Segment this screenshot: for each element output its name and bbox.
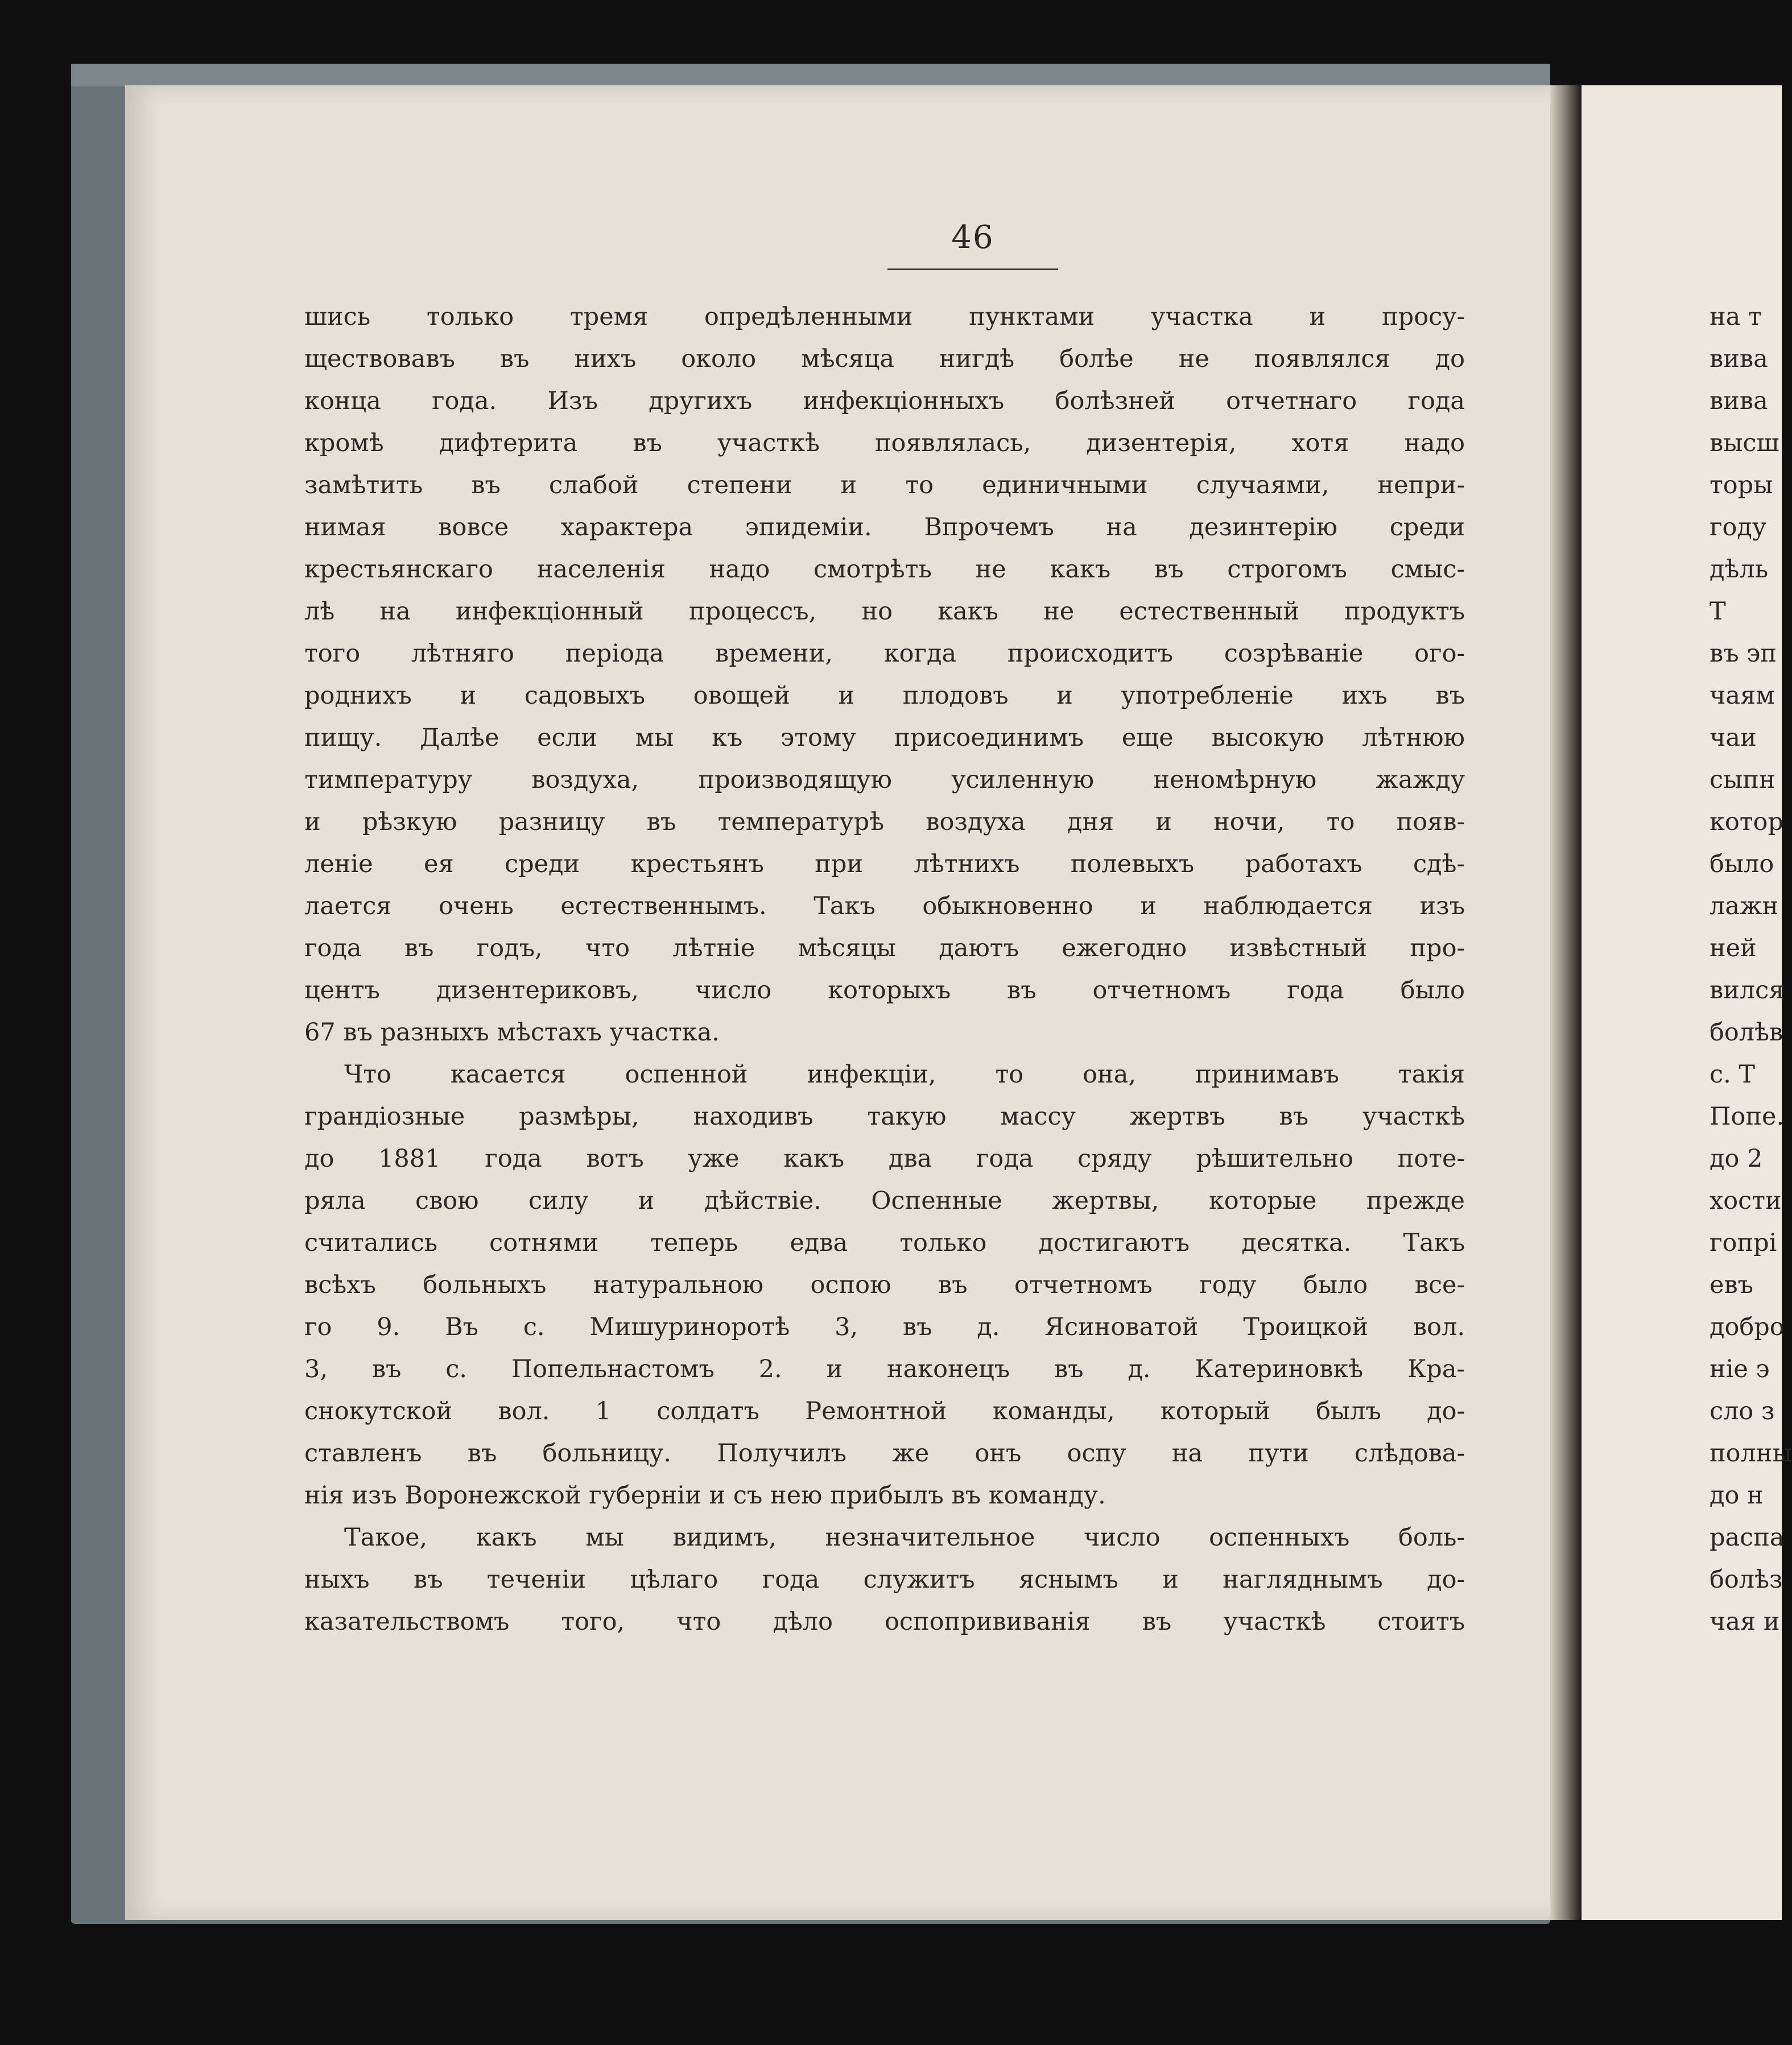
facing-page-line: с. Т <box>1710 1060 1756 1089</box>
facing-page-line: Т <box>1710 597 1726 626</box>
facing-page-line: сло з <box>1710 1397 1775 1426</box>
facing-page-line: ніе э <box>1710 1355 1770 1383</box>
facing-page-line: хости <box>1710 1187 1782 1215</box>
header-rule <box>887 268 1058 270</box>
text-line: конца года. Изъ другихъ инфекціонныхъ болѣзней отчетнаго года <box>304 387 1465 415</box>
facing-page-line: чаи <box>1710 724 1757 752</box>
facing-page-line: сыпн <box>1710 766 1776 794</box>
facing-page-line: лажн <box>1710 892 1779 920</box>
page-header <box>887 219 1058 270</box>
text-line: нія изъ Воронежской губерніи и съ нею прибылъ въ команду. <box>304 1481 1106 1510</box>
text-line: крестьянскаго населенія надо смотрѣть не какъ въ строгомъ смыс- <box>304 555 1465 584</box>
facing-page-line: дѣль <box>1710 555 1769 584</box>
facing-page-line: Попе. <box>1710 1102 1785 1131</box>
page-body-text <box>304 296 1465 1643</box>
facing-page-line: чаям <box>1710 681 1775 710</box>
text-line: 3, въ с. Попельнастомъ 2. и наконецъ въ д. Катериновкѣ Кра- <box>304 1355 1465 1383</box>
text-line: того лѣтняго періода времени, когда происходитъ созрѣваніе ого- <box>304 639 1465 668</box>
book-cover-edge <box>71 64 1550 86</box>
text-line: го 9. Въ с. Мишуриноротѣ 3, въ д. Ясиноватой Троицкой вол. <box>304 1313 1465 1341</box>
facing-page-line: въ эп <box>1710 639 1777 668</box>
text-line: казательствомъ того, что дѣло оспопрививанія въ участкѣ стоитъ <box>304 1608 1465 1636</box>
facing-page-line: торы <box>1710 471 1773 499</box>
text-line: и рѣзкую разницу въ температурѣ воздуха дня и ночи, то появ- <box>304 808 1465 836</box>
text-line: снокутской вол. 1 солдатъ Ремонтной команды, который былъ до- <box>304 1397 1465 1426</box>
text-line: центъ дизентериковъ, число которыхъ въ отчетномъ года было <box>304 976 1465 1005</box>
text-line: лается очень естественнымъ. Такъ обыкновенно и наблюдается изъ <box>304 892 1465 920</box>
facing-page-line: гопрі <box>1710 1229 1777 1257</box>
facing-page-line: было <box>1710 850 1774 878</box>
text-line: роднихъ и садовыхъ овощей и плодовъ и употребленіе ихъ въ <box>304 681 1465 710</box>
text-line: ществовавъ въ нихъ около мѣсяца нигдѣ болѣе не появлялся до <box>304 345 1465 373</box>
facing-page-line: ней <box>1710 934 1757 962</box>
facing-page-line: добро <box>1710 1313 1785 1341</box>
text-line: Такое, какъ мы видимъ, незначительное число оспенныхъ боль- <box>344 1523 1465 1552</box>
text-line: тимпературу воздуха, производящую усиленную неномѣрную жажду <box>304 766 1465 794</box>
text-line: Что касается оспенной инфекціи, то она, принимавъ такія <box>344 1060 1465 1089</box>
text-line: нимая вовсе характера эпидеміи. Впрочемъ на дезинтерію среди <box>304 513 1465 542</box>
text-line: года въ годъ, что лѣтніе мѣсяцы даютъ ежегодно извѣстный про- <box>304 934 1465 962</box>
text-line: леніе ея среди крестьянъ при лѣтнихъ полевыхъ работахъ сдѣ- <box>304 850 1465 878</box>
facing-page-line: евъ <box>1710 1271 1754 1299</box>
facing-page-line: на т <box>1710 303 1762 331</box>
text-line: кромѣ дифтерита въ участкѣ появлялась, дизентерія, хотя надо <box>304 429 1465 457</box>
facing-page-line: полны <box>1710 1439 1792 1468</box>
text-line: шись только тремя опредѣленными пунктами участка и просу- <box>304 303 1465 331</box>
page-number: 46 <box>951 219 994 256</box>
facing-page-line: вива <box>1710 345 1768 373</box>
facing-page-line: вился <box>1710 976 1785 1005</box>
facing-page-line: году <box>1710 513 1767 542</box>
text-line: до 1881 года вотъ уже какъ два года сряду рѣшительно поте- <box>304 1145 1465 1173</box>
facing-page-line: котор <box>1710 808 1783 836</box>
text-line: ныхъ въ теченіи цѣлаго года служитъ яснымъ и нагляднымъ до- <box>304 1565 1465 1594</box>
facing-page-line: болѣв <box>1710 1018 1783 1047</box>
text-line: считались сотнями теперь едва только достигаютъ десятка. Такъ <box>304 1229 1465 1257</box>
text-line: ставленъ въ больницу. Получилъ же онъ оспу на пути слѣдова- <box>304 1439 1465 1468</box>
text-line: замѣтить въ слабой степени и то единичными случаями, непри- <box>304 471 1465 499</box>
facing-page-line: высш <box>1710 429 1779 457</box>
text-line: всѣхъ больныхъ натуральною оспою въ отчетномъ году было все- <box>304 1271 1465 1299</box>
facing-page-line: до 2 <box>1710 1145 1763 1173</box>
text-line: лѣ на инфекціонный процессъ, но какъ не естественный продуктъ <box>304 597 1465 626</box>
text-line: 67 въ разныхъ мѣстахъ участка. <box>304 1018 720 1047</box>
book-gutter <box>1550 85 1582 1920</box>
facing-page-line: до н <box>1710 1481 1764 1510</box>
text-line: грандіозные размѣры, находивъ такую массу жертвъ въ участкѣ <box>304 1102 1465 1131</box>
facing-page-line: распа <box>1710 1523 1785 1552</box>
facing-page-line: вива <box>1710 387 1768 415</box>
text-line: ряла свою силу и дѣйствіе. Оспенные жертвы, которые прежде <box>304 1187 1465 1215</box>
facing-page-line: чая и <box>1710 1608 1780 1636</box>
text-line: пищу. Далѣе если мы къ этому присоединимъ еще высокую лѣтнюю <box>304 724 1465 752</box>
facing-page-text <box>1710 296 1792 1643</box>
facing-page-line: болѣз <box>1710 1565 1783 1594</box>
